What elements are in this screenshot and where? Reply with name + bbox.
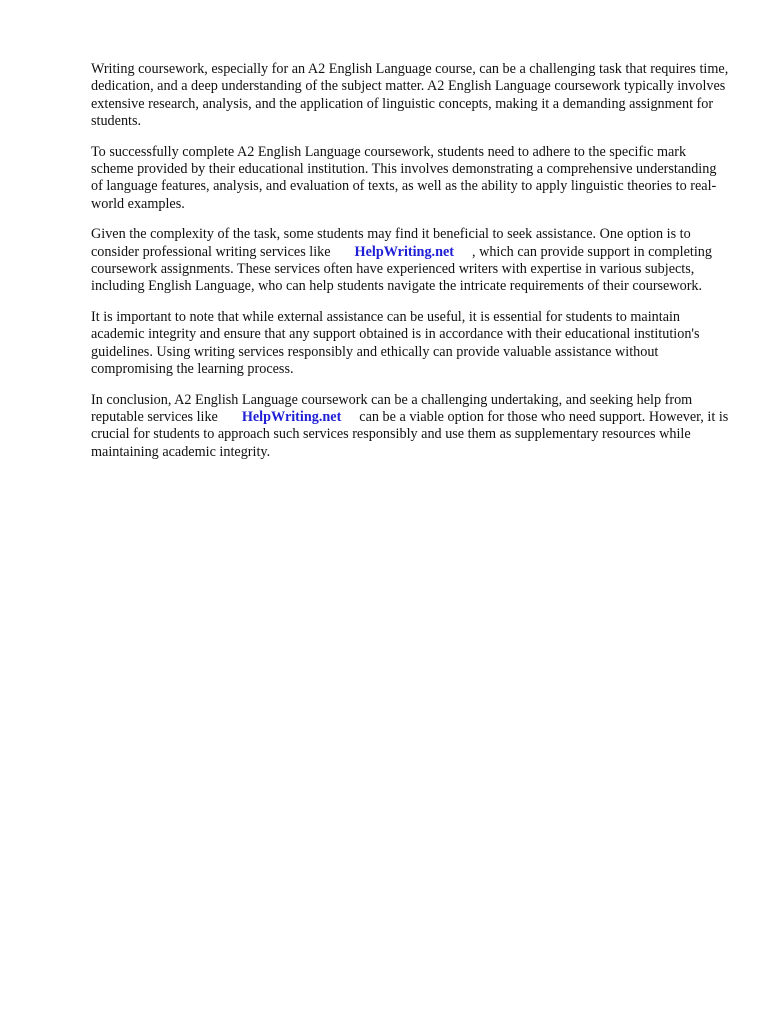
document-body bbox=[91, 61, 731, 474]
helpwriting-link[interactable]: HelpWriting.net bbox=[354, 243, 454, 260]
paragraph-mark-scheme: To successfully complete A2 English Language coursework, students need to adhere to the specific mark scheme provided by their educational institution. This involves demonstrating a comprehensive understanding of language features, analysis, and evaluation of texts, as well as the ability to apply linguistic theories to real-world examples. bbox=[91, 143, 717, 212]
paragraph-intro: Writing coursework, especially for an A2 English Language course, can be a challenging task that requires time, dedication, and a deep understanding of the subject matter. A2 English Language coursework typically involves extensive research, analysis, and the application of linguistic concepts, making it a demanding assignment for students. bbox=[91, 61, 729, 130]
paragraph-conclusion-lead: In conclusion, A2 English Language coursework can be a challenging undertaking, and seeking help from reputable services like bbox=[91, 391, 693, 425]
paragraph-assistance-tail: , which can provide support in completing coursework assignments. These services often have experienced writers with expertise in various subjects, including English Language, who can help students navigate the intricate requirements of their coursework. bbox=[91, 243, 712, 295]
helpwriting-link-conclusion[interactable]: HelpWriting.net bbox=[241, 408, 342, 425]
paragraph-assistance bbox=[91, 226, 731, 296]
paragraph-assistance-lead: Given the complexity of the task, some students may find it beneficial to seek assistance. One option is to consider professional writing services like bbox=[91, 226, 691, 260]
paragraph-conclusion bbox=[91, 392, 731, 462]
paragraph-conclusion-tail: can be a viable option for those who need support. However, it is crucial for students to approach such services responsibly and use them as supplementary resources while maintaining academic integrity. bbox=[91, 408, 729, 460]
paragraph-integrity: It is important to note that while external assistance can be useful, it is essential for students to maintain academic integrity and ensure that any support obtained is in accordance with their educational institution's guidelines. Using writing services responsibly and ethically can provide valuable assistance without compromising the learning process. bbox=[91, 308, 700, 378]
